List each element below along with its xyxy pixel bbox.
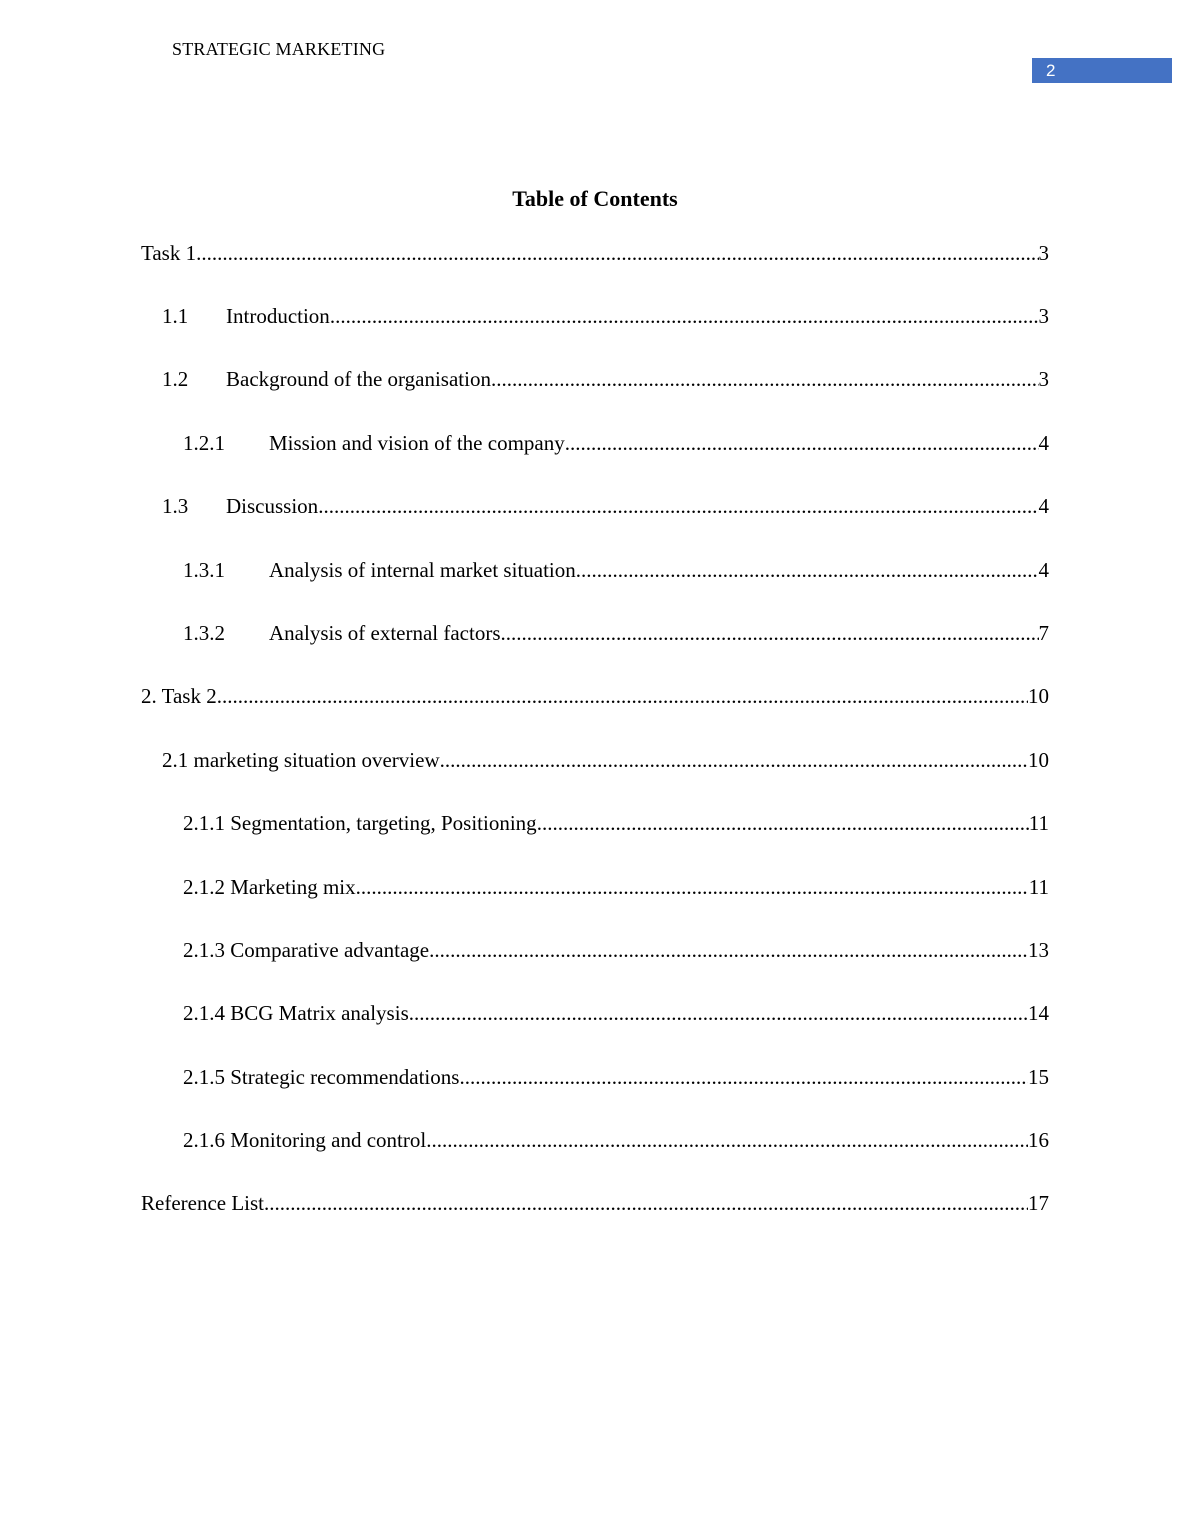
- toc-title: Table of Contents: [512, 186, 678, 211]
- toc-entry-task-1[interactable]: [141, 241, 1049, 269]
- toc-entry-number: 1.2: [162, 367, 189, 391]
- toc-entry-reference-list[interactable]: [141, 1191, 1049, 1219]
- toc-dot-leader: [318, 494, 1038, 519]
- toc-dot-leader: [440, 748, 1028, 773]
- page-number-badge: 2: [1032, 58, 1172, 83]
- toc-entry-page: 11: [1028, 811, 1049, 835]
- toc-dot-leader: [491, 367, 1039, 392]
- toc-entry-page: 4: [1038, 431, 1049, 455]
- toc-entry-label: 2.1.1 Segmentation, targeting, Positioning: [183, 811, 537, 835]
- toc-entry-label: Analysis of internal market situation: [269, 558, 576, 582]
- toc-entry-page: 3: [1038, 304, 1049, 328]
- toc-entry-2-1-5[interactable]: [183, 1065, 1049, 1093]
- toc-entry-2-1-2[interactable]: [183, 875, 1049, 903]
- toc-dot-leader: [330, 304, 1039, 329]
- toc-entry-2-1-4[interactable]: [183, 1001, 1049, 1029]
- toc-entry-label: Task 1: [141, 241, 197, 265]
- toc-entry-page: 13: [1028, 938, 1049, 962]
- toc-entry-1-1[interactable]: [162, 304, 1049, 332]
- toc-dot-leader: [429, 938, 1028, 963]
- toc-entry-label: 2.1.5 Strategic recommendations: [183, 1065, 460, 1089]
- toc-dot-leader: [565, 431, 1039, 456]
- toc-entry-label: 2.1.6 Monitoring and control: [183, 1128, 427, 1152]
- toc-entry-number: 1.3.1: [183, 558, 225, 582]
- toc-entry-number: 1.3.2: [183, 621, 225, 645]
- toc-entry-number: 1.1: [162, 304, 189, 328]
- toc-entry-page: 14: [1028, 1001, 1049, 1025]
- toc-entry-page: 4: [1038, 558, 1049, 582]
- toc-entry-label: Reference List: [141, 1191, 265, 1215]
- toc-dot-leader: [426, 1128, 1028, 1153]
- toc-dot-leader: [537, 811, 1029, 836]
- toc-dot-leader: [409, 1001, 1028, 1026]
- toc-entry-page: 15: [1028, 1065, 1049, 1089]
- toc-dot-leader: [576, 558, 1039, 583]
- toc-entry-page: 11: [1028, 875, 1049, 899]
- toc-entry-1-2-1[interactable]: [183, 431, 1049, 459]
- toc-entry-label: Discussion: [226, 494, 319, 518]
- toc-entry-label: 2.1.4 BCG Matrix analysis: [183, 1001, 409, 1025]
- toc-entry-page: 3: [1038, 241, 1049, 265]
- toc-entry-page: 3: [1038, 367, 1049, 391]
- toc-entry-2-1-1[interactable]: [183, 811, 1049, 839]
- toc-entry-label: Mission and vision of the company: [269, 431, 565, 455]
- toc-entry-number: 1.3: [162, 494, 189, 518]
- toc-dot-leader: [501, 621, 1039, 646]
- toc-entry-label: Introduction: [226, 304, 330, 328]
- toc-entry-page: 10: [1028, 684, 1049, 708]
- toc-entry-label: 2.1 marketing situation overview: [162, 748, 440, 772]
- toc-entry-1-3-1[interactable]: [183, 558, 1049, 586]
- toc-entry-label: Background of the organisation: [226, 367, 491, 391]
- toc-entry-page: 17: [1028, 1191, 1049, 1215]
- toc-dot-leader: [217, 684, 1028, 709]
- toc-entry-label: Analysis of external factors: [269, 621, 501, 645]
- toc-entry-page: 16: [1028, 1128, 1049, 1152]
- toc-dot-leader: [459, 1065, 1028, 1090]
- toc-entry-2-1[interactable]: [162, 748, 1049, 776]
- toc-entry-label: 2. Task 2: [141, 684, 217, 708]
- toc-dot-leader: [356, 875, 1029, 900]
- toc-entry-number: 1.2.1: [183, 431, 225, 455]
- toc-entry-1-2[interactable]: [162, 367, 1049, 395]
- toc-entry-label: 2.1.2 Marketing mix: [183, 875, 356, 899]
- toc-entry-page: 10: [1028, 748, 1049, 772]
- toc-entry-1-3-2[interactable]: [183, 621, 1049, 649]
- toc-dot-leader: [264, 1191, 1028, 1216]
- toc-entry-label: 2.1.3 Comparative advantage: [183, 938, 430, 962]
- toc-entry-2-1-3[interactable]: [183, 938, 1049, 966]
- toc-entry-1-3[interactable]: [162, 494, 1049, 522]
- toc-entry-page: 4: [1038, 494, 1049, 518]
- toc-entry-2-1-6[interactable]: [183, 1128, 1049, 1156]
- toc-dot-leader: [196, 241, 1038, 266]
- toc-entry-task-2[interactable]: [141, 684, 1049, 712]
- running-head: STRATEGIC MARKETING: [172, 39, 386, 59]
- toc-entry-page: 7: [1038, 621, 1049, 645]
